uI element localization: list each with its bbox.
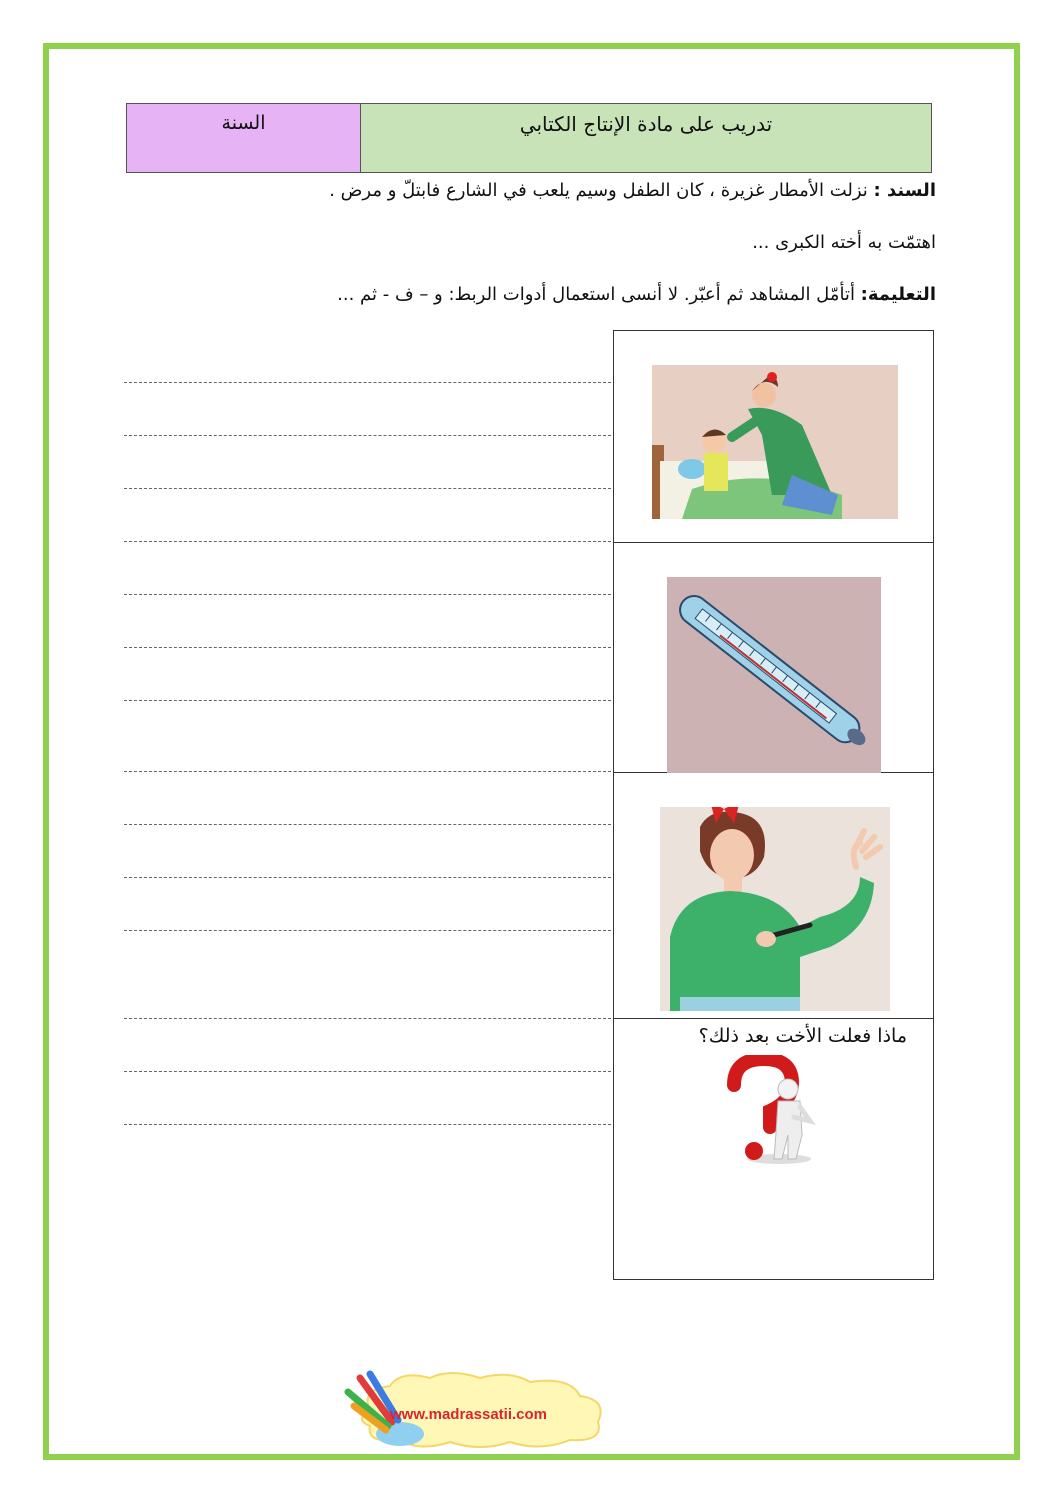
year-cell: السنة [127, 104, 361, 172]
instruction-label: التعليمة: [860, 284, 936, 305]
writing-line[interactable] [124, 877, 611, 878]
scene-cell-3 [614, 773, 933, 1019]
scene-column [613, 330, 934, 1280]
writing-line[interactable] [124, 541, 611, 542]
writing-line[interactable] [124, 1018, 611, 1019]
website-link[interactable]: www.madrassatii.com [390, 1406, 548, 1423]
scene-cell-2 [614, 543, 933, 773]
support-label: السند : [873, 180, 936, 201]
writing-line[interactable] [124, 700, 611, 701]
question-prompt: ماذا فعلت الأخت بعد ذلك؟ [698, 1025, 907, 1047]
writing-line[interactable] [124, 382, 611, 383]
support-text: نزلت الأمطار غزيرة ، كان الطفل وسيم يلعب في الشارع فابتلّ و مرض . [329, 180, 874, 201]
support-line [329, 180, 936, 201]
writing-line[interactable] [124, 488, 611, 489]
continuation-line: اهتمّت به أخته الكبرى ... [752, 232, 936, 253]
writing-line[interactable] [124, 1124, 611, 1125]
writing-line[interactable] [124, 824, 611, 825]
instruction-text: أتأمّل المشاهد ثم أعبّر. لا أنسى استعمال أدوات الربط: و – ف - ثم ... [337, 284, 861, 305]
writing-line[interactable] [124, 435, 611, 436]
writing-line[interactable] [124, 647, 611, 648]
header-table [126, 103, 932, 173]
sister-caring-scene [652, 365, 898, 519]
sister-with-thermometer-scene [660, 807, 890, 1011]
thermometer-scene [667, 577, 881, 773]
writing-line[interactable] [124, 771, 611, 772]
scene-cell-1 [614, 331, 933, 543]
question-mark-figure-icon [724, 1055, 824, 1165]
writing-line[interactable] [124, 594, 611, 595]
title-cell: تدريب على مادة الإنتاج الكتابي [361, 104, 931, 172]
instruction-line [337, 284, 936, 305]
writing-line[interactable] [124, 930, 611, 931]
scene-cell-4 [614, 1019, 933, 1281]
writing-line[interactable] [124, 1071, 611, 1072]
